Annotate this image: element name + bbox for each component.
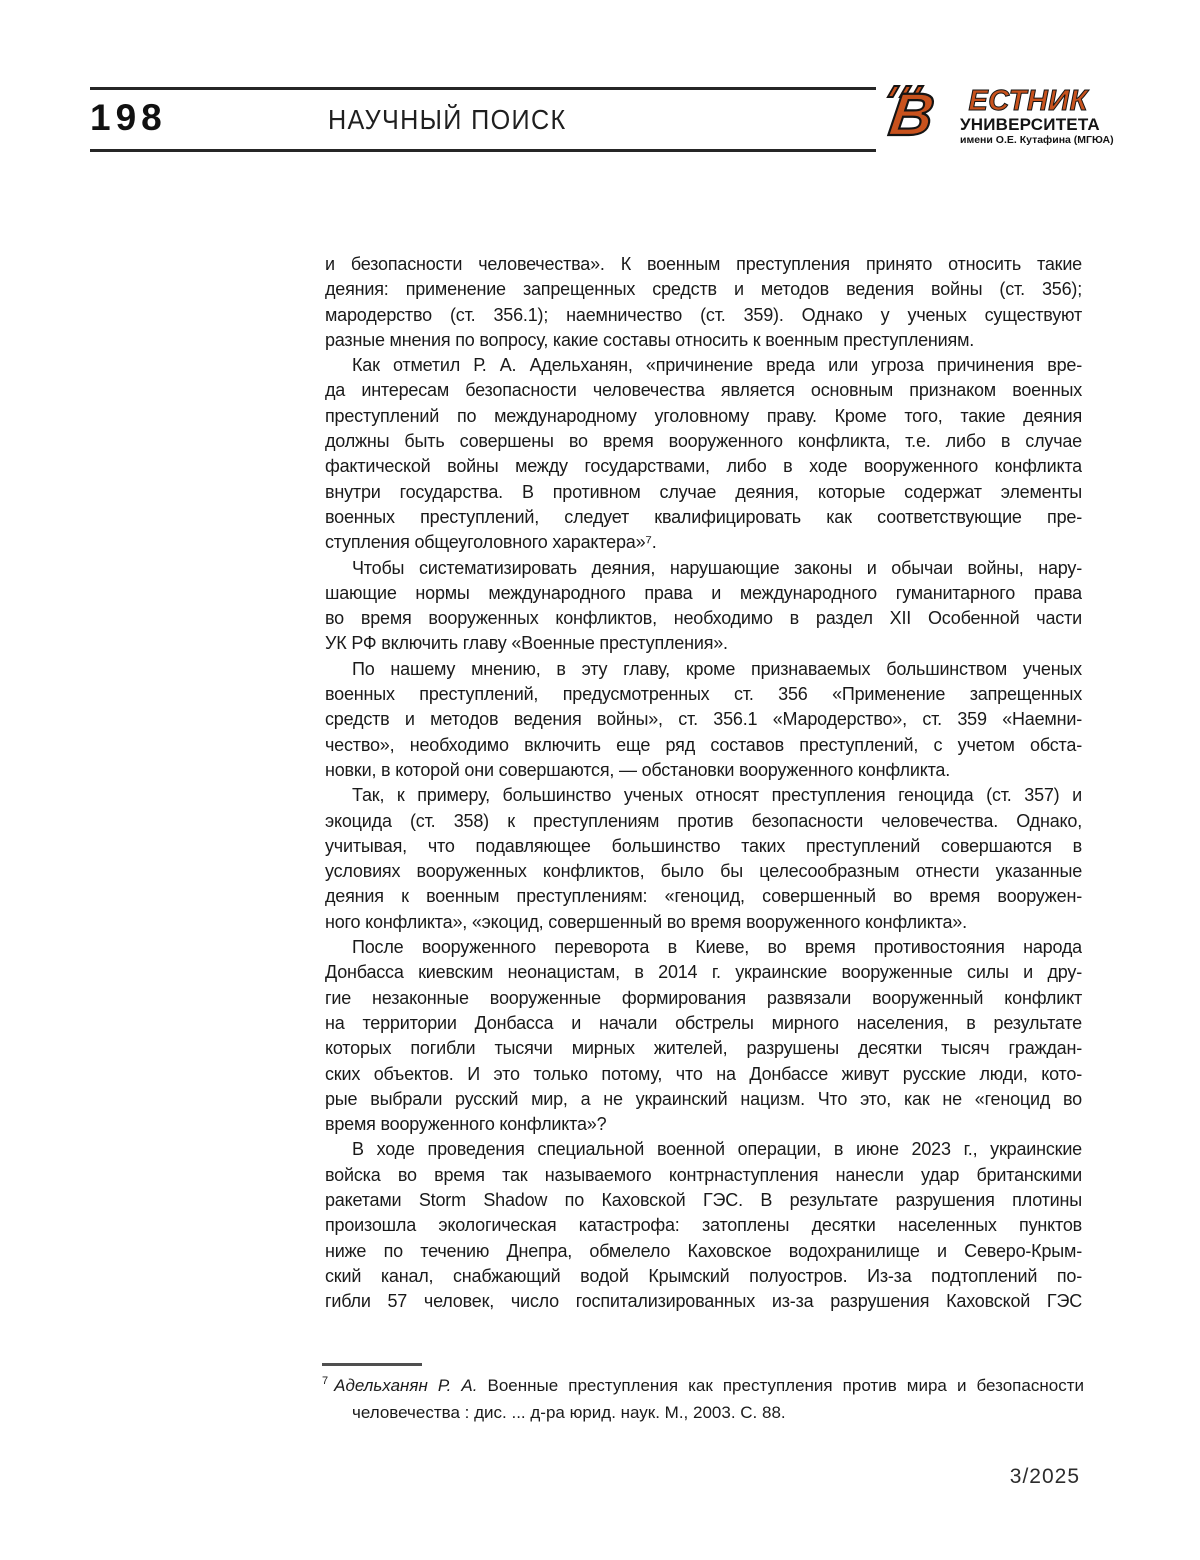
text-line: войска во время так называемого контрнаступления нанесли удар британскими: [325, 1164, 1082, 1185]
paragraph: [325, 252, 1082, 353]
text-line: условиях вооруженных конфликтов, было бы целесообразным отнести указанные: [325, 861, 1082, 882]
text-line: мародерство (ст. 356.1); наемничество (ст. 359). Однако у ученых существуют: [325, 304, 1082, 325]
logo-subtitle: УНИВЕРСИТЕТА: [960, 115, 1100, 134]
text-line: гие незаконные вооруженные формирования развязали вооруженный конфликт: [325, 987, 1082, 1008]
paragraph: [325, 783, 1082, 935]
footnote-text: Военные преступления как преступления против мира и безопасности человечества : дис. ... д-ра юрид. наук. М., 2003. С. 88.: [352, 1376, 1084, 1422]
text-line: средств и методов ведения войны», ст. 356.1 «Мародерство», ст. 359 «Наемни-: [325, 709, 1082, 730]
footnote-marker: 7: [322, 1375, 329, 1388]
text-line: да интересам безопасности человечества является основным признаком военных: [325, 380, 1082, 401]
text-line: военных преступлений, предусмотренных ст. 356 «Применение запрещенных: [325, 684, 1082, 705]
logo-tagline: имени О.Е. Кутафина (МГЮА): [960, 134, 1114, 146]
text-line: учитывая, что подавляющее большинство таких преступлений совершаются в: [325, 835, 1082, 856]
text-line: чество», необходимо включить еще ряд составов преступлений, с учетом обста-: [325, 734, 1082, 755]
paragraph: [325, 353, 1082, 555]
text-line: рые выбрали русский мир, а не украинский нацизм. Что это, как не «геноцид во: [325, 1088, 1082, 1109]
text-line: Донбасса киевским неонацистам, в 2014 г. украинские вооруженные силы и дру-: [325, 962, 1082, 983]
paragraph: [325, 556, 1082, 657]
text-line: гибли 57 человек, число госпитализированных из-за разрушения Каховской ГЭС: [325, 1291, 1082, 1312]
text-line: ного конфликта», «экоцид, совершенный во время вооруженного конфликта».: [325, 911, 967, 932]
text-line: ракетами Storm Shadow по Каховской ГЭС. В результате разрушения плотины: [325, 1189, 1082, 1210]
text-line: ский канал, снабжающий водой Крымский полуостров. Из-за подтоплений по-: [325, 1265, 1082, 1286]
footnote: [322, 1372, 1084, 1426]
text-line: на территории Донбасса и начали обстрелы мирного населения, в результате: [325, 1012, 1082, 1033]
logo-text-block: [960, 85, 1114, 147]
text-line: деяния: применение запрещенных средств и методов ведения войны (ст. 356);: [325, 279, 1082, 300]
text-line: Так, к примеру, большинство ученых относят преступления геноцида (ст. 357) и: [352, 785, 1082, 806]
text-line: произошла экологическая катастрофа: затоплены десятки населенных пунктов: [325, 1215, 1082, 1236]
footnote-author: Адельханян Р. А.: [334, 1376, 478, 1395]
text-line: экоцида (ст. 358) к преступлениям против безопасности человечества. Однако,: [325, 810, 1082, 831]
paragraph: [325, 935, 1082, 1137]
text-line: и безопасности человечества». К военным преступления принято относить такие: [325, 254, 1082, 274]
issue-number: 3/2025: [1009, 1465, 1080, 1488]
text-line: ниже по течению Днепра, обмелело Каховское водохранилище и Северо-Крым-: [325, 1240, 1082, 1261]
text-line: фактической войны между государствами, либо в ходе вооруженного конфликта: [325, 456, 1082, 477]
logo-letter: В: [885, 81, 939, 148]
text-line: ских объектов. И это только потому, что на Донбассе живут русские люди, кото-: [325, 1063, 1082, 1084]
text-line: разные мнения по вопросу, какие составы относить к военным преступлениям.: [325, 329, 975, 350]
text-line: После вооруженного переворота в Киеве, во время противостояния народа: [352, 937, 1082, 958]
text-line: военных преступлений, следует квалифицировать как соответствующие пре-: [325, 506, 1082, 527]
text-line: В ходе проведения специальной военной операции, в июне 2023 г., украинские: [352, 1139, 1082, 1160]
text-line: которых погибли тысячи мирных жителей, разрушены десятки тысяч граждан-: [325, 1038, 1082, 1059]
text-line: время вооруженного конфликта»?: [325, 1114, 607, 1135]
text-line: внутри государства. В противном случае деяния, которые содержат элементы: [325, 481, 1082, 502]
footnote-separator: [322, 1363, 422, 1366]
text-line: должны быть совершены во время вооруженного конфликта, т.е. либо в случае: [325, 431, 1082, 452]
section-title: НАУЧНЫЙ ПОИСК: [328, 104, 567, 135]
text-line: По нашему мнению, в эту главу, кроме признаваемых большинством ученых: [352, 658, 1082, 679]
text-line: преступлений по международному уголовному праву. Кроме того, такие деяния: [325, 405, 1082, 426]
journal-logo: [876, 81, 1114, 154]
text-line: деяния к военным преступлениям: «геноцид, совершенный во время вооружен-: [325, 886, 1082, 907]
logo-title: ЕСТНИК: [968, 85, 1088, 117]
text-line: шающие нормы международного права и международного гуманитарного права: [325, 582, 1082, 603]
page-number: 198: [90, 97, 167, 138]
article-body: [325, 252, 1082, 1314]
paragraph: [325, 657, 1082, 783]
text-line: ступления общеуголовного характера»⁷.: [325, 532, 657, 553]
text-line: Чтобы систематизировать деяния, нарушающие законы и обычаи войны, нару-: [352, 557, 1082, 578]
text-line: УК РФ включить главу «Военные преступления».: [325, 633, 728, 654]
paragraph: [325, 1137, 1082, 1314]
text-line: во время вооруженных конфликтов, необходимо в раздел XII Особенной части: [325, 608, 1082, 629]
text-line: новки, в которой они совершаются, — обстановки вооруженного конфликта.: [325, 759, 951, 780]
text-line: Как отметил Р. А. Адельханян, «причинение вреда или угроза причинения вре-: [352, 355, 1082, 376]
